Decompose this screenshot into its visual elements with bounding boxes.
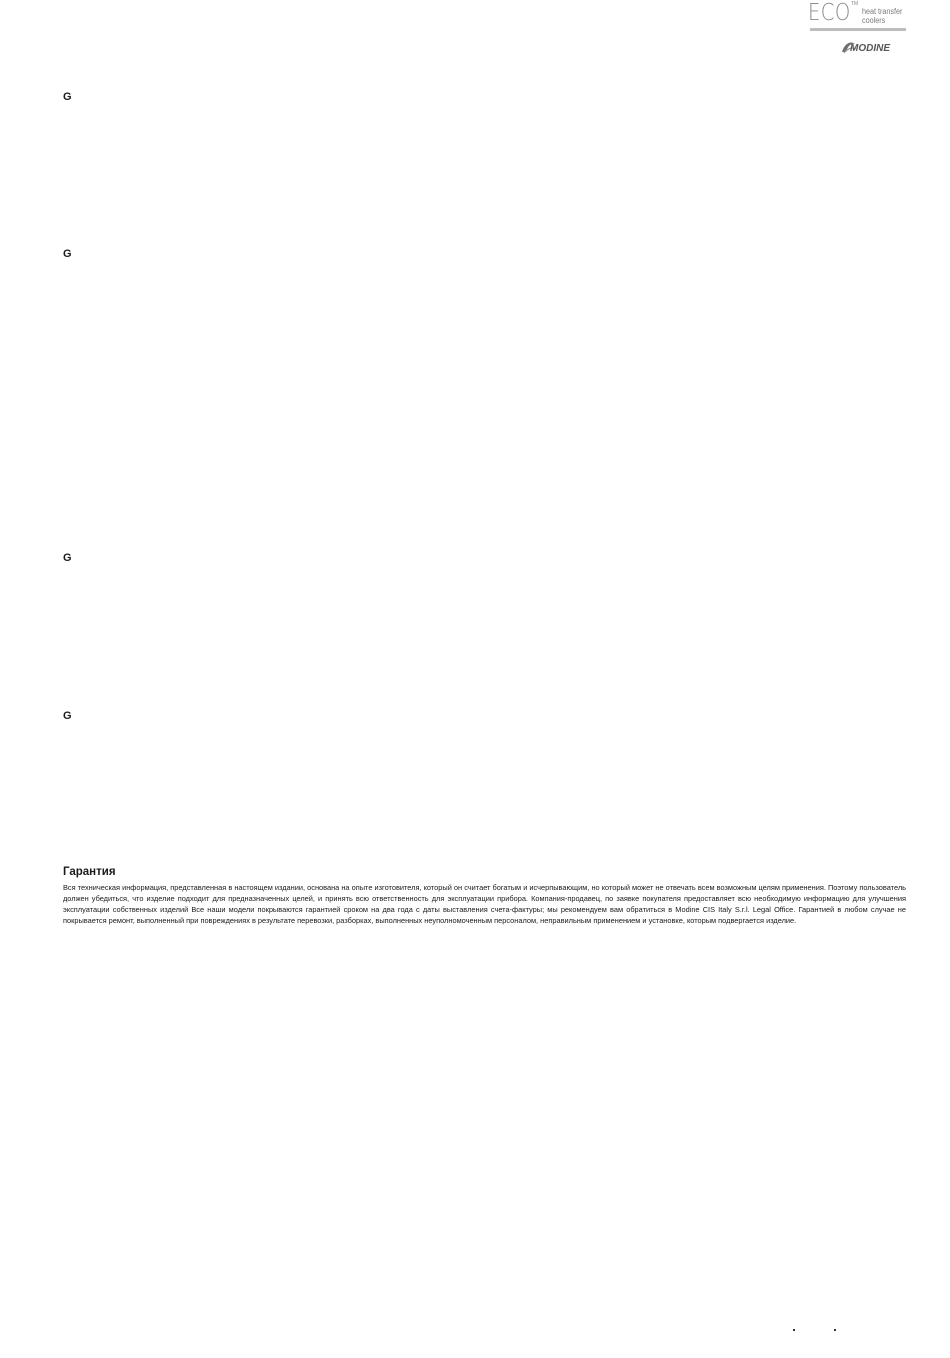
modine-logo (840, 38, 906, 56)
warranty-section (63, 865, 906, 926)
brand-divider-bar (810, 28, 906, 31)
footer-mark-right (834, 1329, 836, 1331)
section-marker-1: G (63, 91, 72, 103)
footer-mark-left (793, 1329, 795, 1331)
trademark-mark: TM (851, 1, 859, 7)
warranty-text: Вся техническая информация, представленная в настоящем издании, основана на опыте изготовителя, который он считает богатым и исчерпывающим, но который может не отвечать всем возможным целям применения. Поэтому пользователь должен убедиться, что изделие подходит для предназначенных целей, и принять всю ответственность для эксплуатации прибора. Компания-продавец, по заявке покупателя предоставляет всю необходимую информацию для улучшения эксплуатации собственных изделий Все наши модели покрываются гарантией сроком на два года с даты выставления счета-фактуры; мы рекомендуем вам обратиться в Modine CIS Italy S.r.l. Legal Office. Гарантией в любом случае не покрывается ремонт, выполненный при повреждениях в результате перевозки, разборках, выполненных неуполномоченным персоналом, неправильным применением и установке, которым подвергается изделие. (63, 883, 906, 925)
tagline-line-2: coolers (862, 16, 886, 25)
brand-tagline (862, 7, 902, 25)
brand-logo (806, 0, 910, 60)
warranty-title: Гарантия (63, 866, 116, 878)
section-marker-2: G (63, 248, 72, 260)
modine-wordmark: MODINE (850, 43, 890, 54)
eco-wordmark: ECO (808, 0, 851, 26)
section-marker-3: G (63, 552, 72, 564)
tagline-line-1: heat transfer (862, 7, 903, 16)
section-marker-4: G (63, 710, 72, 722)
